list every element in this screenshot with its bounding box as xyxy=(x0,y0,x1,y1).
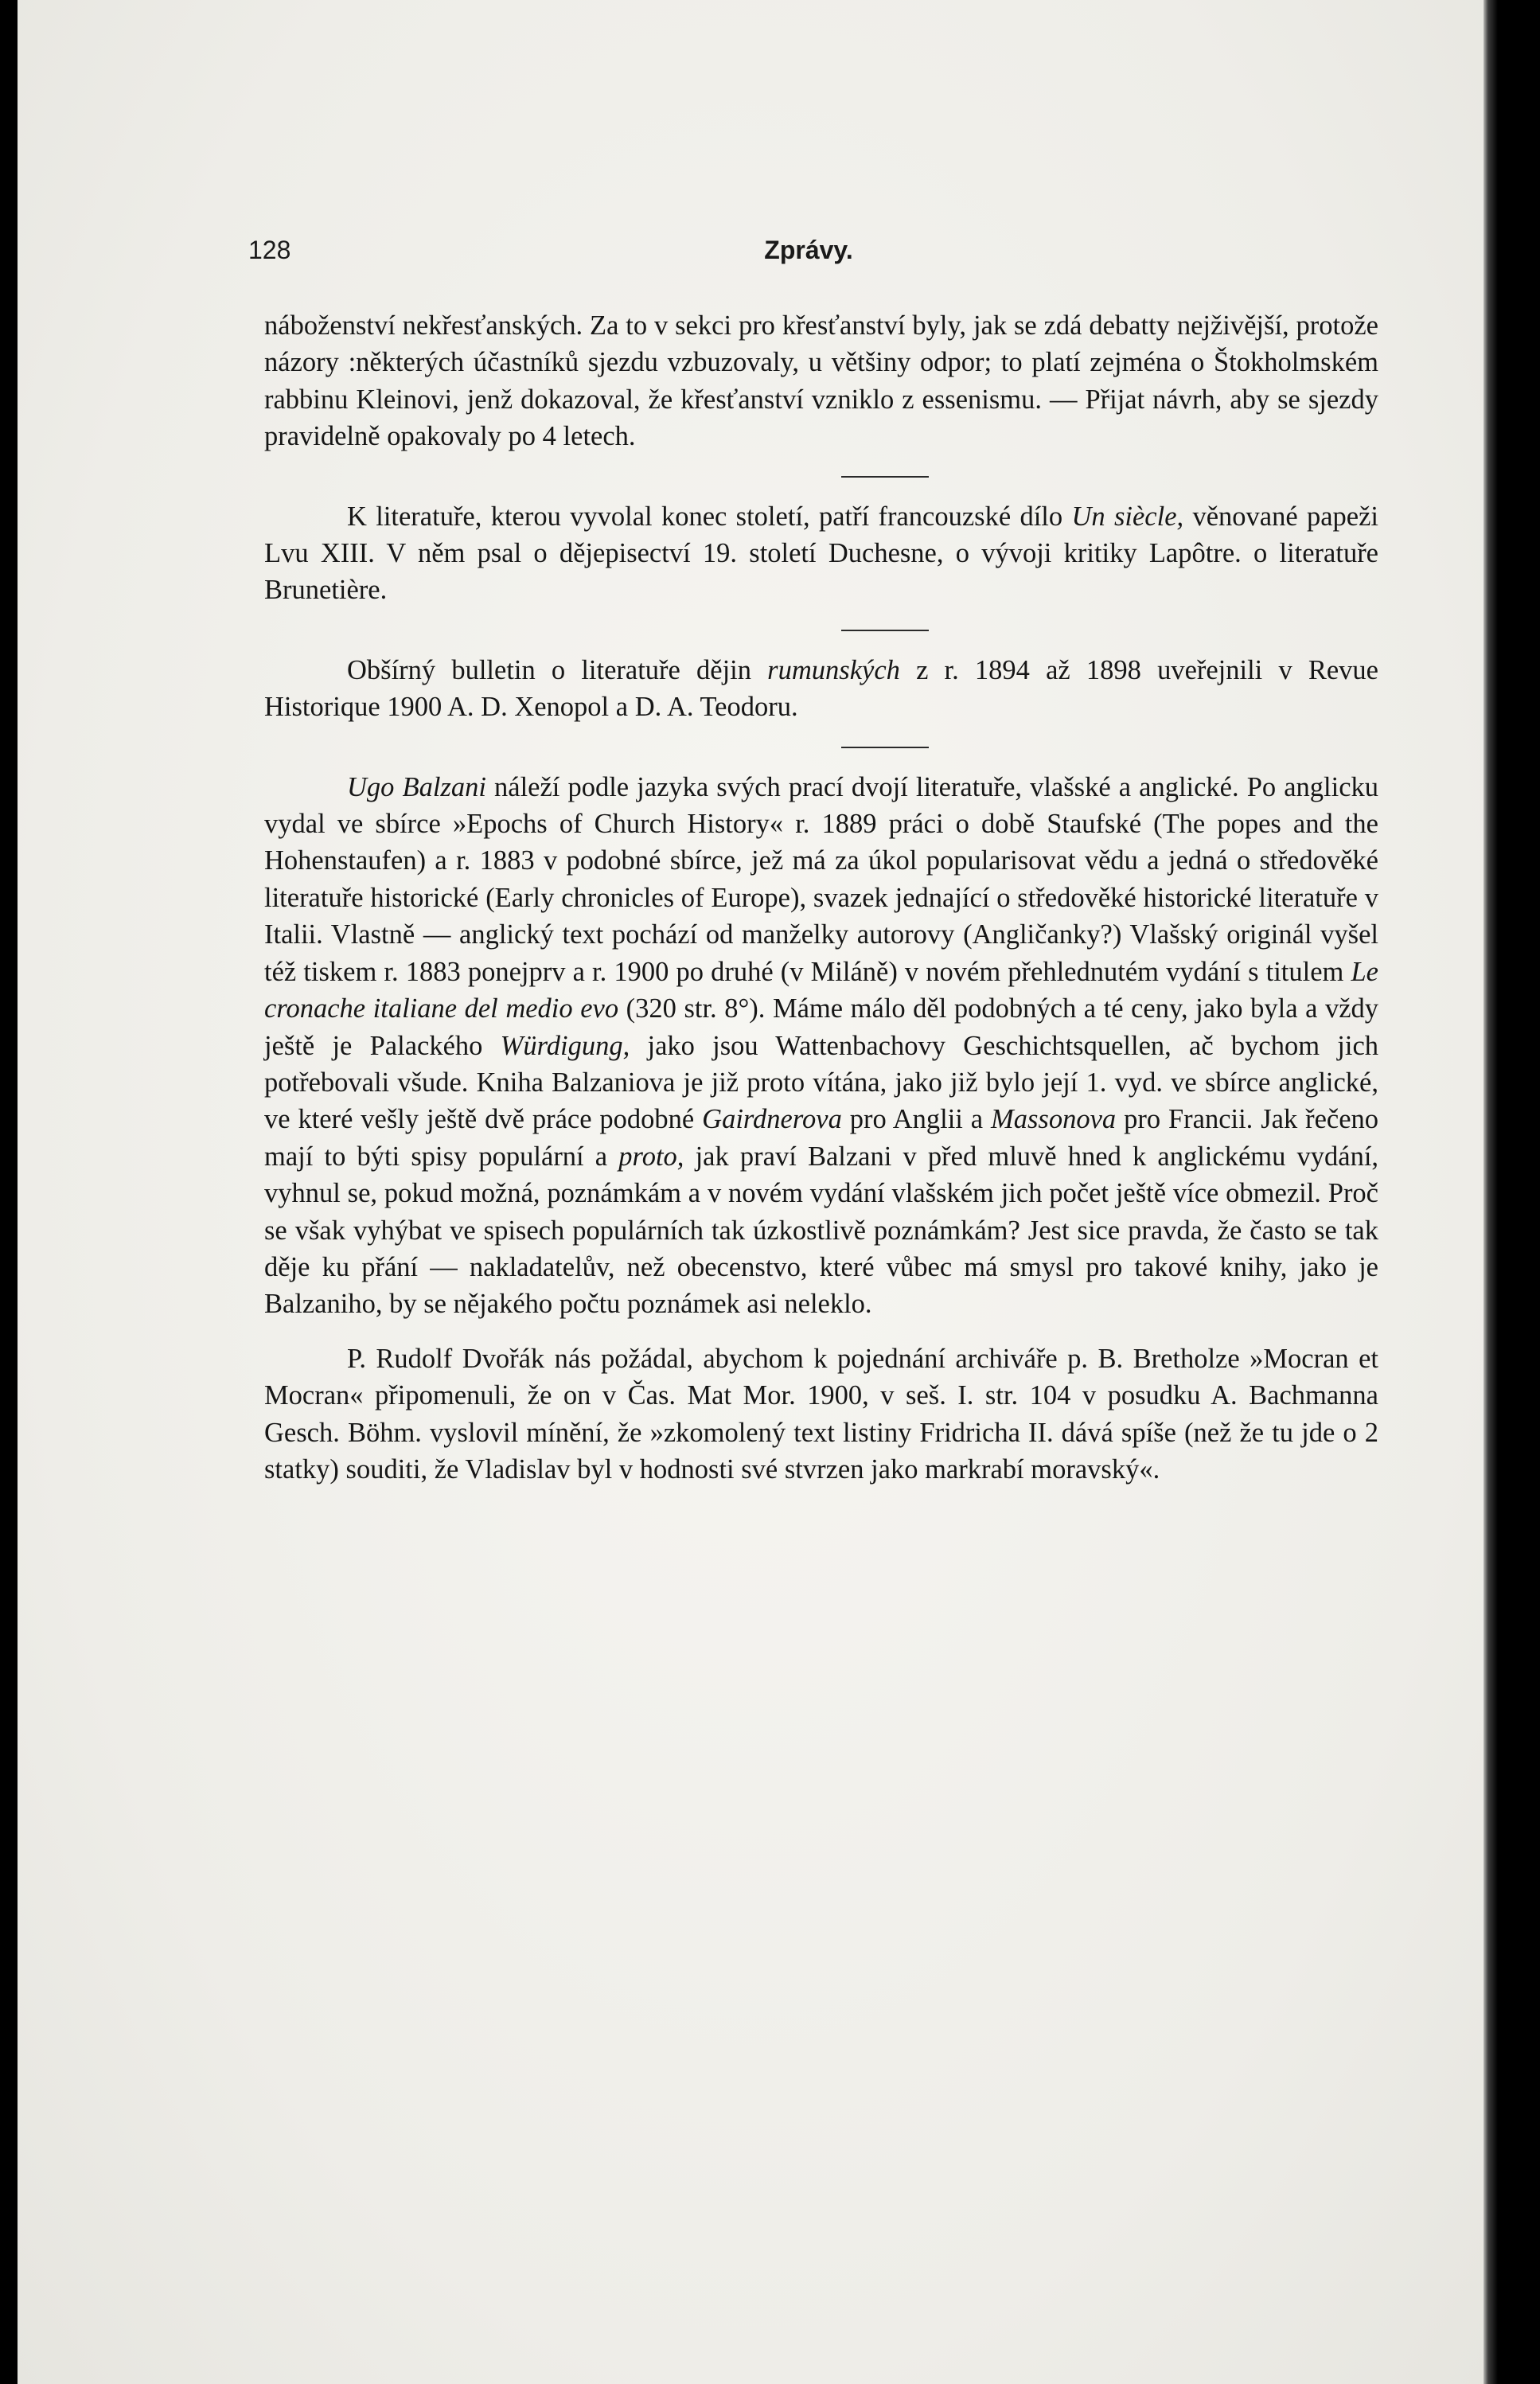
emphasis-text: proto, xyxy=(618,1141,684,1172)
page-number: 128 xyxy=(248,236,291,264)
paragraph-text: z r. 1894 až 1898 uveřejnili v Revue Historique 1900 A. D. Xenopol a D. A. Teodoru. xyxy=(264,654,1378,723)
paragraph-text: jak praví Balzani v před mluvě hned k anglickému vydání, vyhnul se, pokud možná, poznámkám a v novém vydání vlašském jich počet ještě více obmezil. Proč se však vyhýbat ve spisech populárních tak úzkostlivě poznámkám? Jest sice pravda, že často se tak děje ku přání — nakladatelův, než obecenstvo, které vůbec má smysl pro takové knihy, jako je Balzaniho, by se nějakého počtu poznámek asi neleklo. xyxy=(264,1141,1379,1320)
book-title: Würdigung, xyxy=(500,1030,630,1061)
paragraph-text: pro Anglii a xyxy=(849,1104,984,1135)
paragraph-dvorak: P. Rudolf Dvořák nás požádal, abychom k pojednání archiváře p. B. Bretholze »Mocran et Mocran« připomenuli, že on v Čas. Mat Mor. 1900, v seš. I. str. 104 v posudku A. Bachmanna Gesch. Böhm. vyslovil mínění, že »zkomolený text listiny Fridricha II. dává spíše (než že tu jde o 2 statky) souditi, že Vladislav byl v hodnosti své stvrzen jako markrabí moravský«. xyxy=(264,1343,1378,1485)
running-title: Zprávy. xyxy=(764,236,853,264)
section-divider xyxy=(841,630,929,631)
paragraph-text: věnované papeži Lvu XIII. V něm psal o dějepisectví 19. století Duchesne, o vývoji kritiky Lapôtre. o literatuře Brunetière. xyxy=(264,501,1379,606)
scan-border xyxy=(1483,0,1540,2384)
section-divider xyxy=(841,747,929,748)
author-name: Gairdnerova xyxy=(702,1104,842,1135)
author-name: Ugo Balzani xyxy=(347,771,486,802)
section-divider xyxy=(841,476,929,478)
article-body xyxy=(264,307,1378,1488)
paragraph-religions-congress: náboženství nekřesťanských. Za to v sekci pro křesťanství byly, jak se zdá debatty nejživější, protože názory :některých účastníků sjezdu vzbuzovaly, u většiny odpor; to platí zejména o Štokholmském rabbinu Kleinovi, jenž dokazoval, že křesťanství vzniklo z essenismu. — Přijat návrh, aby se sjezdy pravidelně opakovaly po 4 letech. xyxy=(264,310,1378,452)
author-name: Massonova xyxy=(991,1104,1117,1135)
paragraph-text: náleží podle jazyka svých prací dvojí literatuře, vlašské a anglické. Po anglicku vydal ve sbírce »Epochs of Church History« r. 1889 práci o době Staufské (The popes and the Hohenstaufen) a r. 1883 v podobné sbírce, jež má za úkol popularisovat vědu a jedná o středověké literatuře historické (Early chronicles of Europe), svazek jednající o středověké historické literatuře v Italii. Vlastně — anglický text pochází od manželky autorovy (Angličanky?) Vlašský originál vyšel též tiskem r. 1883 ponejprv a r. 1900 po druhé (v Miláně) v novém přehlednutém vydání s titulem xyxy=(264,771,1379,987)
emphasis-text: rumunských xyxy=(767,654,900,685)
paragraph-text: (320 str. 8°). Máme málo děl podobných a té ceny, jako byla a vždy ještě je Palackého xyxy=(264,993,1379,1061)
paragraph-text: jako jsou Wattenbachovy Geschichtsquellen, ač bychom jich potřebovali všude. Kniha Balzaniova je již proto vítána, jako již bylo její 1. vyd. ve sbírce anglické, ve které vešly ještě dvě práce podobné xyxy=(264,1030,1379,1135)
book-title: Le cronache italiane del medio evo xyxy=(264,956,1378,1024)
paragraph-romanian-bulletin xyxy=(264,652,1378,726)
paragraph-balzani xyxy=(264,769,1378,1323)
document-page xyxy=(18,0,1483,2384)
paragraph-text: Obšírný bulletin o literatuře dějin xyxy=(347,654,751,685)
page-header xyxy=(229,236,1388,274)
book-title: Un siècle, xyxy=(1071,501,1184,532)
paragraph-text: pro Francii. Jak řečeno mají to býti spisy populární a xyxy=(264,1104,1379,1172)
paragraph-un-siecle xyxy=(264,498,1378,609)
paragraph-text: K literatuře, kterou vyvolal konec století, patří francouzské dílo xyxy=(347,501,1063,532)
